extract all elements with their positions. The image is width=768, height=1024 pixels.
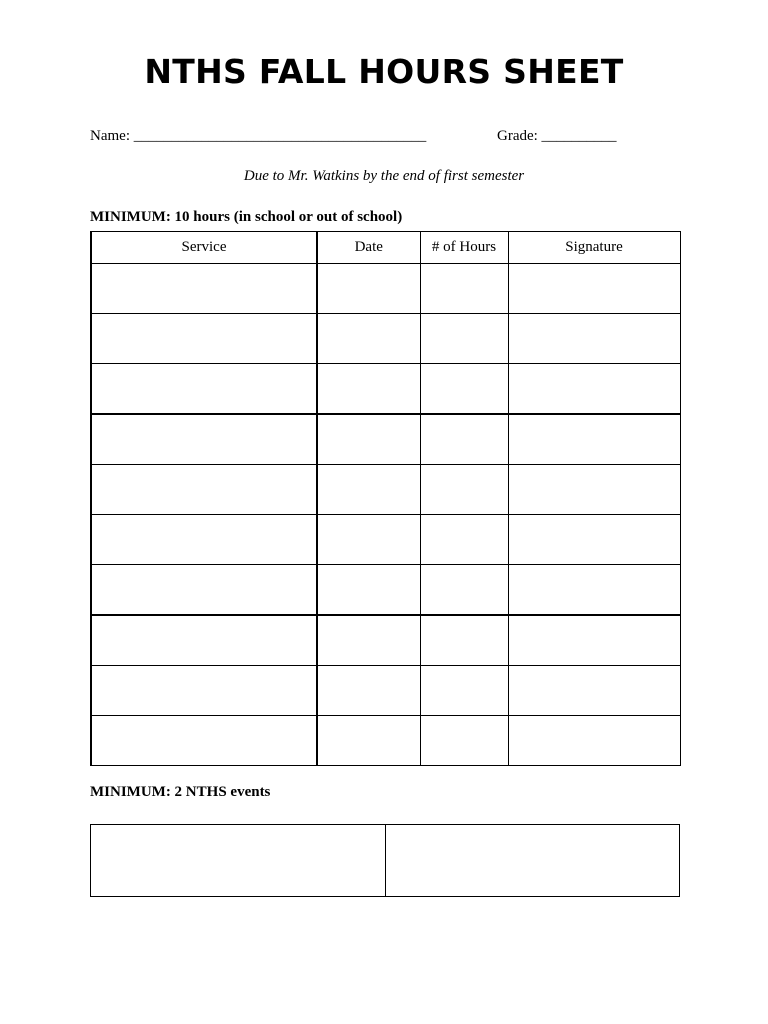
due-note: Due to Mr. Watkins by the end of first semester xyxy=(243,168,525,184)
column-header-signature: Signature xyxy=(508,232,680,264)
table-row xyxy=(91,666,680,716)
signature-cell[interactable] xyxy=(508,264,680,314)
date-cell[interactable] xyxy=(317,364,420,415)
column-header-hours: # of Hours xyxy=(420,232,508,264)
name-field[interactable]: Name: _______________________________________ xyxy=(90,128,427,144)
table-row xyxy=(91,465,680,515)
table-row xyxy=(91,565,680,616)
events-table xyxy=(90,824,680,897)
events-minimum-heading: MINIMUM: 2 NTHS events xyxy=(90,784,271,800)
hours-cell[interactable] xyxy=(420,264,508,314)
table-row xyxy=(91,264,680,314)
table-row xyxy=(91,515,680,565)
date-cell[interactable] xyxy=(317,716,420,766)
signature-cell[interactable] xyxy=(508,414,680,465)
hours-cell[interactable] xyxy=(420,414,508,465)
hours-minimum-heading: MINIMUM: 10 hours (in school or out of school) xyxy=(90,209,403,225)
date-cell[interactable] xyxy=(317,615,420,666)
table-row xyxy=(91,716,680,766)
column-header-service: Service xyxy=(91,232,317,264)
table-row xyxy=(91,825,680,897)
service-cell[interactable] xyxy=(91,264,317,314)
service-cell[interactable] xyxy=(91,465,317,515)
date-cell[interactable] xyxy=(317,565,420,616)
hours-table-header xyxy=(91,232,680,264)
table-row xyxy=(91,615,680,666)
signature-cell[interactable] xyxy=(508,565,680,616)
date-cell[interactable] xyxy=(317,314,420,364)
event-box-2[interactable] xyxy=(386,825,680,897)
hours-table xyxy=(90,231,681,766)
service-cell[interactable] xyxy=(91,615,317,666)
signature-cell[interactable] xyxy=(508,716,680,766)
service-cell[interactable] xyxy=(91,364,317,415)
date-cell[interactable] xyxy=(317,515,420,565)
date-cell[interactable] xyxy=(317,465,420,515)
hours-cell[interactable] xyxy=(420,666,508,716)
table-row xyxy=(91,314,680,364)
table-row xyxy=(91,364,680,415)
hours-cell[interactable] xyxy=(420,515,508,565)
service-cell[interactable] xyxy=(91,716,317,766)
signature-cell[interactable] xyxy=(508,615,680,666)
hours-cell[interactable] xyxy=(420,314,508,364)
hours-cell[interactable] xyxy=(420,716,508,766)
grade-field[interactable]: Grade: __________ xyxy=(497,128,617,144)
service-cell[interactable] xyxy=(91,565,317,616)
signature-cell[interactable] xyxy=(508,666,680,716)
hours-cell[interactable] xyxy=(420,565,508,616)
date-cell[interactable] xyxy=(317,414,420,465)
service-cell[interactable] xyxy=(91,314,317,364)
column-header-date: Date xyxy=(317,232,420,264)
page-title: NTHS FALL HOURS SHEET xyxy=(144,52,624,91)
service-cell[interactable] xyxy=(91,666,317,716)
signature-cell[interactable] xyxy=(508,515,680,565)
date-cell[interactable] xyxy=(317,264,420,314)
signature-cell[interactable] xyxy=(508,364,680,415)
event-box-1[interactable] xyxy=(91,825,386,897)
signature-cell[interactable] xyxy=(508,465,680,515)
service-cell[interactable] xyxy=(91,515,317,565)
date-cell[interactable] xyxy=(317,666,420,716)
table-row xyxy=(91,414,680,465)
hours-cell[interactable] xyxy=(420,364,508,415)
hours-cell[interactable] xyxy=(420,465,508,515)
hours-cell[interactable] xyxy=(420,615,508,666)
signature-cell[interactable] xyxy=(508,314,680,364)
service-cell[interactable] xyxy=(91,414,317,465)
